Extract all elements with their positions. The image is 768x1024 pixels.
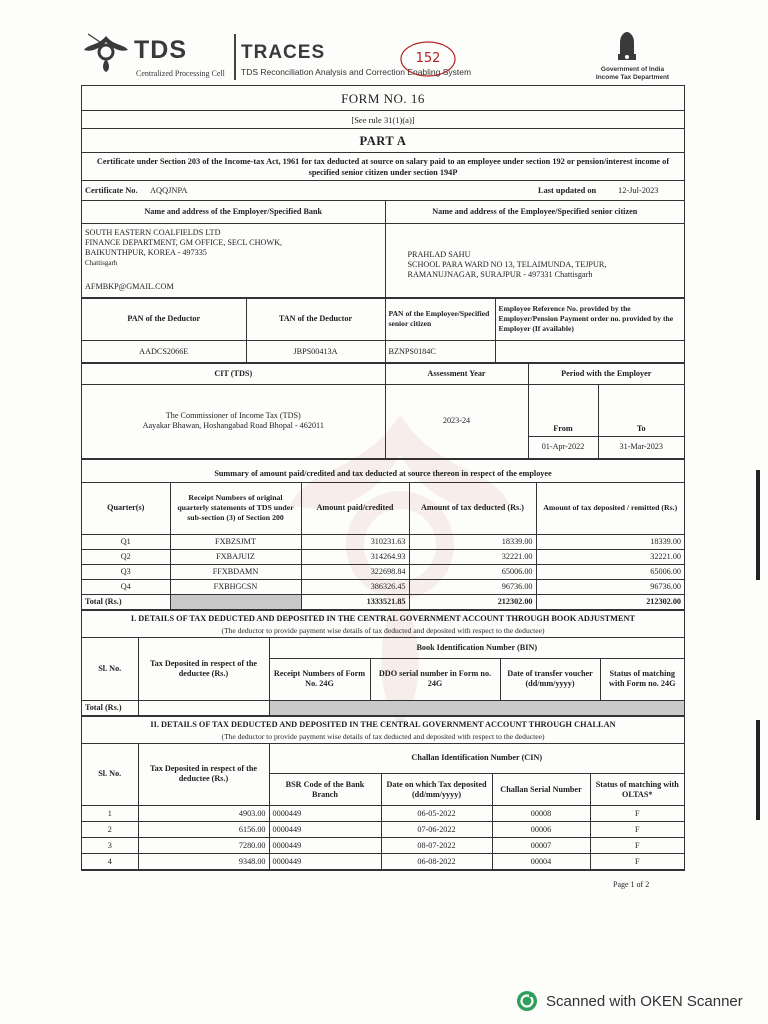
col-tax: Tax Deposited in respect of the deductee (Rs.)	[138, 744, 269, 806]
employer-address	[82, 223, 385, 297]
paid-cell: 310231.63	[301, 535, 409, 550]
table-row	[82, 580, 684, 595]
col-paid: Amount paid/credited	[301, 483, 409, 535]
challan-table	[82, 744, 684, 871]
deducted-cell: 65006.00	[409, 565, 536, 580]
total-row	[82, 595, 684, 610]
header-divider	[234, 34, 236, 80]
col-challan-serial: Challan Serial Number	[492, 774, 590, 806]
form-rule: [See rule 31(1)(a)]	[82, 111, 684, 129]
tax-cell: 9348.00	[138, 854, 269, 870]
col-sl: Sl. No.	[82, 744, 138, 806]
col-status-24g: Status of matching with Form no. 24G	[600, 658, 684, 700]
deducted-cell: 18339.00	[409, 535, 536, 550]
receipt-cell: FXBZSJMT	[170, 535, 301, 550]
section-2-subheading: (The deductor to provide payment wise details of tax deducted and deposited with respect to the deductee)	[221, 731, 545, 741]
bin-table	[82, 638, 684, 716]
national-emblem	[612, 28, 642, 64]
table-row	[82, 806, 684, 822]
cit-line-2: Aayakar Bhawan, Hoshangabad Road Bhopal - 462011	[142, 421, 324, 430]
employee-address	[385, 223, 684, 297]
bsr-cell: 0000449	[269, 838, 381, 854]
sl-cell: 4	[82, 854, 138, 870]
deducted-cell: 32221.00	[409, 550, 536, 565]
table-row	[82, 854, 684, 870]
tax-cell: 7280.00	[138, 838, 269, 854]
total-label: Total (Rs.)	[82, 700, 138, 715]
section-2-table-wrap	[82, 744, 684, 871]
summary-heading: Summary of amount paid/credited and tax deducted at source thereon in respect of the employee	[82, 460, 684, 483]
col-receipt-24g: Receipt Numbers of Form No. 24G	[269, 658, 370, 700]
quarter-cell: Q2	[82, 550, 170, 565]
col-cin: Challan Identification Number (CIN)	[269, 744, 684, 774]
scan-edge-mark	[756, 720, 760, 820]
part-a-title: PART A	[82, 129, 684, 153]
to-value: 31-Mar-2023	[598, 436, 684, 458]
col-deposited: Amount of tax deposited / remitted (Rs.)	[536, 483, 684, 535]
total-shaded-cell	[269, 700, 684, 715]
total-row	[82, 700, 684, 715]
serial-cell: 00004	[492, 854, 590, 870]
employer-line-1: SOUTH EASTERN COALFIELDS LTD	[85, 227, 221, 237]
status-cell: F	[590, 806, 684, 822]
assessment-year-value: 2023-24	[385, 384, 528, 458]
govt-line-2: Income Tax Department	[595, 74, 670, 81]
total-deducted: 212302.00	[409, 595, 536, 610]
col-ddo: DDO serial number in Form no. 24G	[370, 658, 500, 700]
quarter-cell: Q4	[82, 580, 170, 595]
govt-line-1: Government of India	[600, 66, 665, 73]
status-cell: F	[590, 854, 684, 870]
cit-address	[82, 384, 385, 458]
col-sl: Sl. No.	[82, 638, 138, 700]
total-deposited: 212302.00	[536, 595, 684, 610]
deposited-cell: 96736.00	[536, 580, 684, 595]
from-value: 01-Apr-2022	[528, 436, 598, 458]
date-cell: 06-08-2022	[381, 854, 492, 870]
deposited-cell: 18339.00	[536, 535, 684, 550]
bsr-cell: 0000449	[269, 854, 381, 870]
summary-section	[82, 483, 684, 612]
col-status-oltas: Status of matching with OLTAS*	[590, 774, 684, 806]
date-cell: 08-07-2022	[381, 838, 492, 854]
sl-cell: 3	[82, 838, 138, 854]
tax-cell: 6156.00	[138, 822, 269, 838]
total-tax-cell	[138, 700, 269, 715]
col-deducted: Amount of tax deducted (Rs.)	[409, 483, 536, 535]
cit-line-1: The Commissioner of Income Tax (TDS)	[165, 411, 301, 420]
status-cell: F	[590, 822, 684, 838]
quarter-cell: Q1	[82, 535, 170, 550]
last-updated-label: Last updated on	[538, 186, 597, 195]
receipt-cell: FFXBDAMN	[170, 565, 301, 580]
bsr-cell: 0000449	[269, 822, 381, 838]
scanner-label: Scanned with OKEN Scanner	[546, 992, 743, 1010]
paid-cell: 322698.84	[301, 565, 409, 580]
section-2-heading: II. DETAILS OF TAX DEDUCTED AND DEPOSITED IN THE CENTRAL GOVERNMENT ACCOUNT THROUGH CHALLAN	[150, 719, 616, 729]
quarter-cell: Q3	[82, 565, 170, 580]
pan-deductor-value: AADCS2066E	[82, 341, 246, 363]
section-2-header	[82, 717, 684, 744]
traces-title: TRACES	[241, 42, 326, 63]
status-cell: F	[590, 838, 684, 854]
col-transfer-date: Date of transfer voucher (dd/mm/yyyy)	[500, 658, 600, 700]
col-quarter: Quarter(s)	[82, 483, 170, 535]
page-number: Page 1 of 2	[613, 880, 650, 889]
col-receipt: Receipt Numbers of original quarterly statements of TDS under sub-section (3) of Section 200	[170, 483, 301, 535]
certificate-heading: Certificate under Section 203 of the Income-tax Act, 1961 for tax deducted at source on salary paid to an employee under section 192 or pension/interest income of specified senior citizen under section 194P	[82, 153, 684, 181]
total-paid: 1333521.85	[301, 595, 409, 610]
emp-ref-label: Employee Reference No. provided by the Employer/Pension Payment order no. provided by the Employer (If available)	[495, 299, 684, 341]
emp-ref-value	[495, 341, 684, 363]
tds-logo-text: TDS	[134, 36, 187, 64]
cit-section	[82, 364, 684, 460]
govt-of-india-label	[585, 66, 680, 82]
employer-email: AFMBKP@GMAIL.COM	[85, 281, 174, 291]
form-title: FORM NO. 16	[82, 86, 684, 111]
col-tax: Tax Deposited in respect of the deductee (Rs.)	[138, 638, 269, 700]
table-row	[82, 535, 684, 550]
from-label: From	[528, 384, 598, 436]
oken-scanner-icon	[516, 990, 538, 1012]
employer-line-2: FINANCE DEPARTMENT, GM OFFICE, SECL CHOWK,	[85, 237, 283, 247]
traces-subtitle: TDS Reconciliation Analysis and Correction Enabling System	[241, 67, 472, 77]
deposited-cell: 32221.00	[536, 550, 684, 565]
scan-edge-mark	[756, 470, 760, 580]
col-bsr: BSR Code of the Bank Branch	[269, 774, 381, 806]
employee-heading: Name and address of the Employee/Specified senior citizen	[385, 201, 684, 223]
bsr-cell: 0000449	[269, 806, 381, 822]
serial-cell: 00007	[492, 838, 590, 854]
employer-heading: Name and address of the Employer/Specified Bank	[82, 201, 385, 223]
table-row	[82, 822, 684, 838]
section-1-heading: I. DETAILS OF TAX DEDUCTED AND DEPOSITED IN THE CENTRAL GOVERNMENT ACCOUNT THROUGH BOOK ADJUSTMENT	[130, 614, 636, 623]
col-bin: Book Identification Number (BIN)	[269, 638, 684, 658]
date-cell: 07-06-2022	[381, 822, 492, 838]
serial-cell: 00008	[492, 806, 590, 822]
sl-cell: 1	[82, 806, 138, 822]
cert-no-value: AQQJNPA	[150, 186, 188, 195]
assessment-year-label: Assessment Year	[385, 364, 528, 384]
receipt-cell: FXBAJUIZ	[170, 550, 301, 565]
handwritten-annotation	[398, 38, 458, 80]
deposited-cell: 65006.00	[536, 565, 684, 580]
receipt-cell: FXBHGCSN	[170, 580, 301, 595]
date-cell: 06-05-2022	[381, 806, 492, 822]
document-header	[80, 26, 680, 86]
employee-line-2: SCHOOL PARA WARD NO 13, TELAIMUNDA, TEJPUR,	[407, 259, 607, 269]
pan-employee-value: BZNPS0184C	[385, 341, 495, 363]
total-label: Total (Rs.)	[82, 595, 170, 610]
period-label: Period with the Employer	[528, 364, 684, 384]
col-deposit-date: Date on which Tax deposited (dd/mm/yyyy)	[381, 774, 492, 806]
cert-no-label: Certificate No.	[85, 186, 138, 195]
employee-line-1: PRAHLAD SAHU	[407, 249, 471, 259]
section-1-header	[82, 611, 684, 638]
deducted-cell: 96736.00	[409, 580, 536, 595]
tds-emblem-icon	[80, 30, 132, 74]
employer-line-4: Chattisgarh	[85, 258, 118, 267]
section-1-subheading: (The deductor to provide payment wise details of tax deducted and deposited with respect to the deductee)	[221, 626, 545, 635]
form-16	[81, 85, 685, 871]
serial-cell: 00006	[492, 822, 590, 838]
tds-logo	[80, 30, 230, 82]
pan-tan-section	[82, 299, 684, 365]
pan-employee-label: PAN of the Employee/Specified senior citizen	[385, 299, 495, 341]
employer-line-3: BAIKUNTHPUR, KOREA - 497335	[85, 247, 207, 257]
scanner-watermark	[516, 990, 743, 1012]
tax-cell: 4903.00	[138, 806, 269, 822]
table-row	[82, 565, 684, 580]
paid-cell: 386326.45	[301, 580, 409, 595]
summary-table	[82, 483, 684, 611]
tan-deductor-value: JBPS00413A	[246, 341, 385, 363]
cit-label: CIT (TDS)	[82, 364, 385, 384]
ashoka-emblem-icon	[612, 28, 642, 64]
certificate-row	[82, 181, 684, 201]
employee-line-3: RAMANUJNAGAR, SURAJPUR - 497331 Chattisgarh	[407, 269, 593, 279]
pan-deductor-label: PAN of the Deductor	[82, 299, 246, 341]
tds-subtitle: Centralized Processing Cell	[136, 69, 225, 78]
paid-cell: 314264.93	[301, 550, 409, 565]
sl-cell: 2	[82, 822, 138, 838]
table-row	[82, 550, 684, 565]
table-row	[82, 838, 684, 854]
party-details	[82, 201, 684, 299]
handwritten-number: 152	[415, 51, 441, 66]
tan-deductor-label: TAN of the Deductor	[246, 299, 385, 341]
section-1-table-wrap	[82, 638, 684, 717]
total-shaded-cell	[170, 595, 301, 610]
to-label: To	[598, 384, 684, 436]
last-updated-value: 12-Jul-2023	[618, 186, 659, 195]
